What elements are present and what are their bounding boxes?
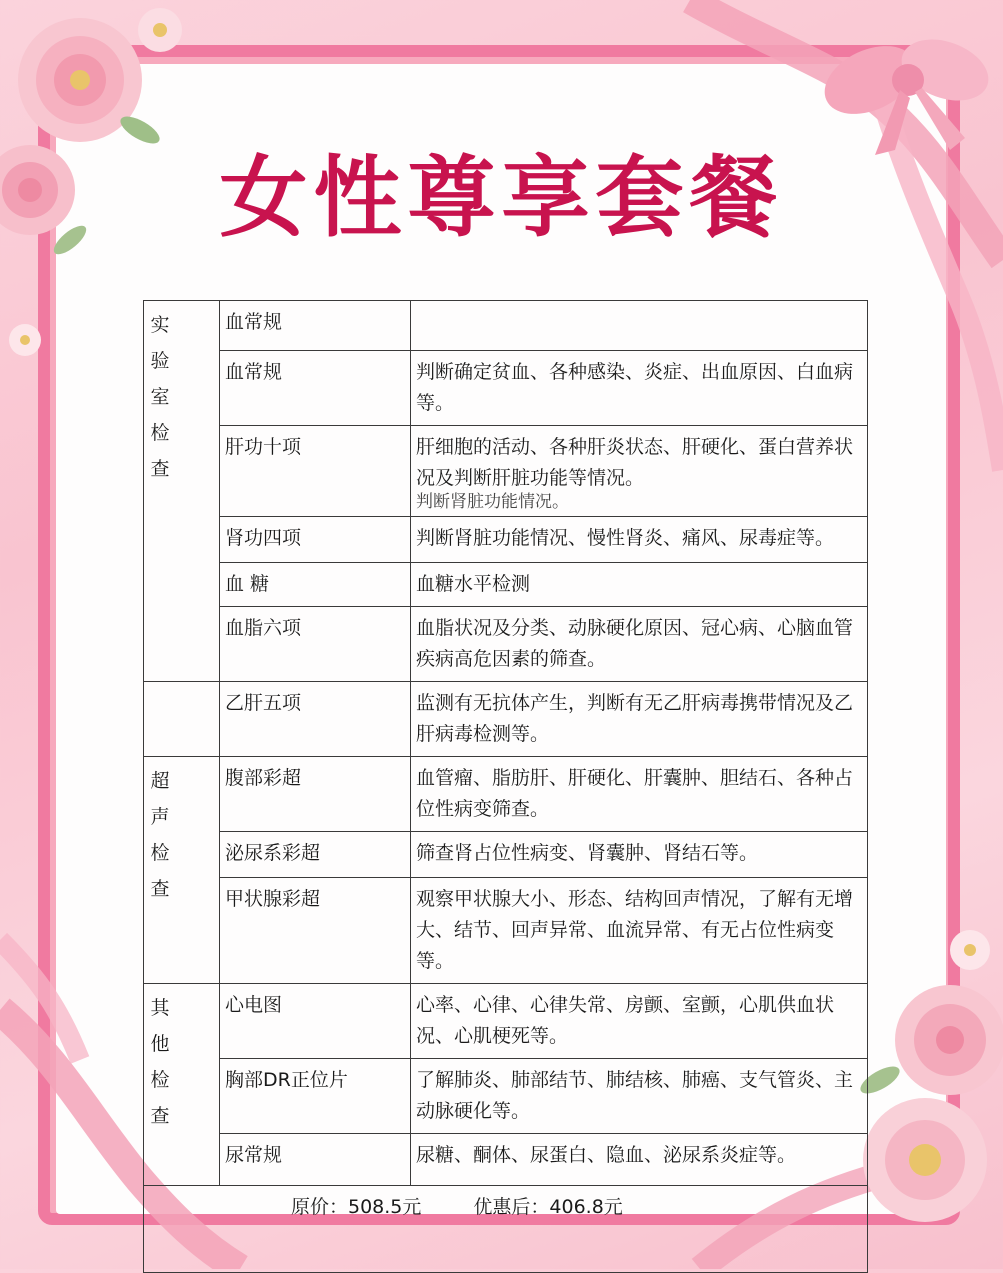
original-price: 原价：508.5元 bbox=[291, 1196, 422, 1218]
desc-text: 肝细胞的活动、各种肝炎状态、肝硬化、蛋白营养状况及判断肝脏功能等情况。 bbox=[416, 436, 854, 489]
desc-cell: 心率、心律、心律失常、房颤、室颤，心肌供血状况、心肌梗死等。 bbox=[411, 984, 868, 1059]
item-cell: 血常规 bbox=[220, 351, 411, 426]
item-cell: 肾功四项 bbox=[220, 517, 411, 563]
table-row bbox=[144, 351, 868, 426]
price-row bbox=[144, 1186, 868, 1273]
category-empty-cell bbox=[144, 682, 220, 757]
discount-price: 优惠后：406.8元 bbox=[473, 1196, 623, 1218]
item-cell: 甲状腺彩超 bbox=[220, 878, 411, 984]
table-row bbox=[144, 1134, 868, 1186]
category-lab-cell bbox=[144, 301, 220, 682]
table-row bbox=[144, 1059, 868, 1134]
table-row bbox=[144, 832, 868, 878]
category-ultrasound-cell bbox=[144, 757, 220, 984]
item-cell: 腹部彩超 bbox=[220, 757, 411, 832]
category-other-label: 其他检查 bbox=[150, 997, 170, 1127]
checkup-table bbox=[143, 300, 868, 1273]
table-row bbox=[144, 607, 868, 682]
category-ultrasound-label: 超声检查 bbox=[150, 770, 170, 900]
item-cell: 血脂六项 bbox=[220, 607, 411, 682]
desc-cell: 判断肾脏功能情况、慢性肾炎、痛风、尿毒症等。 bbox=[411, 517, 868, 563]
item-cell: 心电图 bbox=[220, 984, 411, 1059]
item-cell: 血 糖 bbox=[220, 563, 411, 607]
table-row bbox=[144, 878, 868, 984]
category-other-cell bbox=[144, 984, 220, 1186]
table-row bbox=[144, 426, 868, 517]
desc-cell: 了解肺炎、肺部结节、肺结核、肺癌、支气管炎、主动脉硬化等。 bbox=[411, 1059, 868, 1134]
table-row bbox=[144, 517, 868, 563]
faint-overlap-text: 判断肾脏功能情况。 bbox=[416, 492, 569, 510]
item-cell: 血常规 bbox=[220, 301, 411, 351]
item-cell: 尿常规 bbox=[220, 1134, 411, 1186]
desc-cell: 筛查肾占位性病变、肾囊肿、肾结石等。 bbox=[411, 832, 868, 878]
item-cell: 乙肝五项 bbox=[220, 682, 411, 757]
desc-cell: 观察甲状腺大小、形态、结构回声情况，了解有无增大、结节、回声异常、血流异常、有无占位性病变等。 bbox=[411, 878, 868, 984]
desc-cell: 血糖水平检测 bbox=[411, 563, 868, 607]
table-row bbox=[144, 563, 868, 607]
item-cell: 胸部DR正位片 bbox=[220, 1059, 411, 1134]
table-row bbox=[144, 301, 868, 351]
desc-cell: 判断确定贫血、各种感染、炎症、出血原因、白血病等。 bbox=[411, 351, 868, 426]
category-lab-label: 实验室检查 bbox=[150, 314, 170, 480]
page-title: 女性尊享套餐 bbox=[219, 145, 784, 249]
table-row bbox=[144, 682, 868, 757]
desc-cell: 监测有无抗体产生，判断有无乙肝病毒携带情况及乙肝病毒检测等。 bbox=[411, 682, 868, 757]
desc-cell bbox=[411, 426, 868, 517]
price-cell bbox=[144, 1186, 868, 1273]
desc-cell: 血管瘤、脂肪肝、肝硬化、肝囊肿、胆结石、各种占位性病变筛查。 bbox=[411, 757, 868, 832]
desc-cell: 血脂状况及分类、动脉硬化原因、冠心病、心脑血管疾病高危因素的筛查。 bbox=[411, 607, 868, 682]
desc-cell: 尿糖、酮体、尿蛋白、隐血、泌尿系炎症等。 bbox=[411, 1134, 868, 1186]
item-cell: 泌尿系彩超 bbox=[220, 832, 411, 878]
table-row bbox=[144, 757, 868, 832]
item-cell: 肝功十项 bbox=[220, 426, 411, 517]
desc-cell bbox=[411, 301, 868, 351]
table-row bbox=[144, 984, 868, 1059]
